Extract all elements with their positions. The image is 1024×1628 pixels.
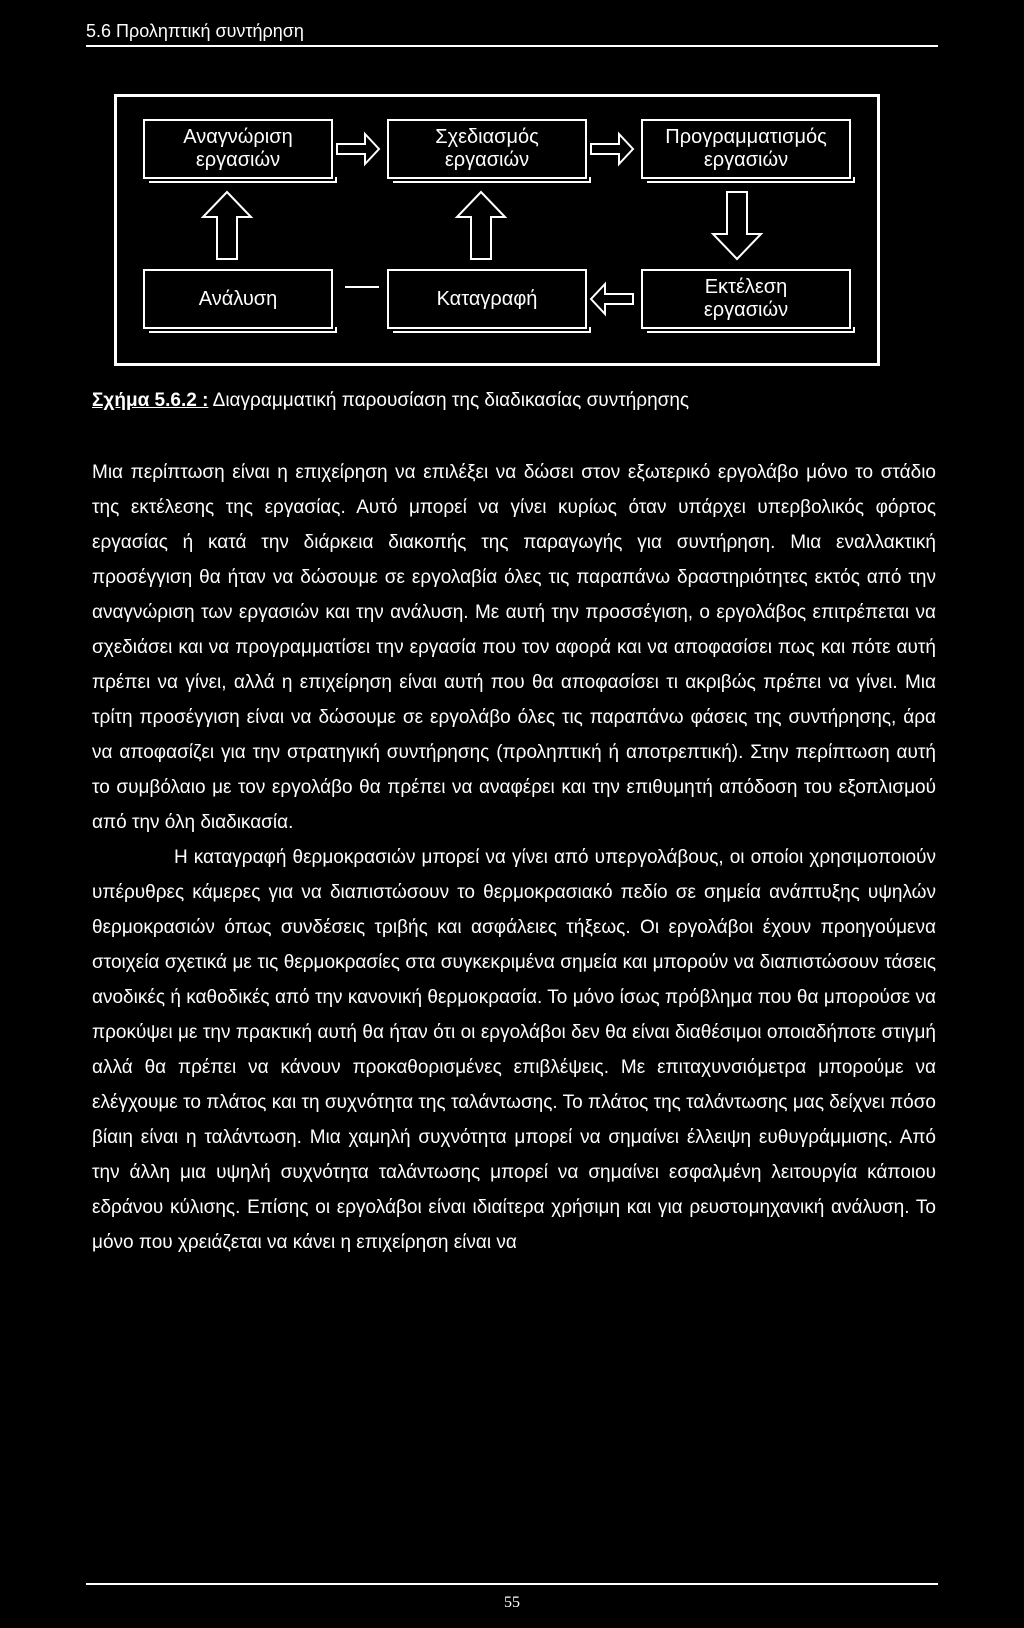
box-design-line-2: εργασιών xyxy=(444,149,530,171)
figure-caption-label: Σχήμα 5.6.2 : xyxy=(92,390,209,411)
box-scheduling-line-2: εργασιών xyxy=(703,149,789,171)
box-analysis-line-1: Ανάλυση xyxy=(198,287,278,310)
box-recognition-line-1: Αναγνώριση xyxy=(183,126,293,148)
figure-caption-text: Διαγραμματική παρουσίαση της διαδικασίας συντήρησης xyxy=(208,390,690,411)
box-scheduling xyxy=(641,119,851,179)
section-header: 5.6 Προληπτική συντήρηση xyxy=(86,21,304,41)
box-analysis xyxy=(143,269,333,329)
box-execution-line-1: Εκτέλεση xyxy=(704,276,788,298)
paragraph-1: Μια περίπτωση είναι η επιχείρηση να επιλέξει να δώσει στον εξωτερικό εργολάβο μόνο το στάδιο της εκτέλεσης της εργασίας. Αυτό μπορεί να γίνει κυρίως όταν υπάρχει υπερβολικός φόρτος εργασίας ή κατά την διάρκεια διακοπής της παραγωγής για συντήρηση. Μια εναλλακτική προσέγγιση θα ήταν να δώσουμε σε εργολαβία όλες τις παραπάνω δραστηριότητες εκτός από την αναγνώριση των εργασιών και την ανάλυση. Με αυτή την προσσέγιση, ο εργολάβος επιτρέπεται να σχεδιάσει και να προγραμματίσει την εργασία που τον αφορά και να αποφασίσει πως και πότε αυτή πρέπει να γίνει, αλλά η επιχείρηση είναι αυτή που θα αποφασίσει τι ακριβώς πρέπει να γίνει. Μια τρίτη προσέγγιση είναι να δώσουμε σε εργολάβο όλες τις παραπάνω φάσεις της συντήρησης, άρα να αποφασίζει για την στρατηγική συντήρησης (προληπτική ή αποτρεπτική). Στην περίπτωση αυτή το συμβόλαιο με τον εργολάβο θα πρέπει να αναφέρει και την επιθυμητή απόδοση του εξοπλισμού από την όλη διαδικασία. xyxy=(92,462,936,833)
body-text xyxy=(92,455,936,1260)
paragraph-2: Η καταγραφή θερμοκρασιών μπορεί να γίνει από υπεργολάβους, οι οποίοι χρησιμοποιούν υπέρυθρες κάμερες για να διαπιστώσουν το θερμοκρασιακό πεδίο σε σημεία ανάπτυξης υψηλών θερμοκρασιών όπως συνδέσεις τριβής και ασφάλειες τήξεως. Οι εργολάβοι έχουν προηγούμενα στοιχεία σχετικά με τις θερμοκρασίες στα συγκεκριμένα σημεία και μπορούν να διαπιστώσουν τάσεις ανοδικές ή καθοδικές από την κανονική θερμοκρασία. Το μόνο ίσως πρόβλημα που θα μπορούσε να προκύψει με την πρακτική αυτή θα ήταν ότι οι εργολάβοι δεν θα είναι διαθέσιμοι οποιαδήποτε στιγμή αλλά θα πρέπει να κάνουν προκαθορισμένες επιβλέψεις. Με επιταχυνσιόμετρα μπορούμε να ελέγχουμε το πλάτος και τη συχνότητα της ταλάντωσης. Το πλάτος της ταλάντωσης μας δείχνει πόσο βίαιη είναι η ταλάντωση. Μια χαμηλή συχνότητα μπορεί να σημαίνει έλλειψη ευθυγράμμισης. Από την άλλη μια υψηλή συχνότητα ταλάντωσης μπορεί να σημαίνει εσφαλμένη λειτουργία κάποιου εδράνου κύλισης. Επίσης οι εργολάβοι είναι ιδιαίτερα χρήσιμη και για ρευστομηχανική ανάλυση. Το μόνο που χρειάζεται να κάνει η επιχείρηση είναι να xyxy=(92,847,936,1253)
box-recording xyxy=(387,269,587,329)
arrow-recording-to-design xyxy=(457,192,505,259)
page-number: 55 xyxy=(504,1594,520,1611)
process-diagram xyxy=(114,94,880,366)
box-scheduling-line-1: Προγραμματισμός xyxy=(665,126,827,148)
box-design xyxy=(387,119,587,179)
arrow-execution-to-recording xyxy=(591,284,633,314)
header-rule xyxy=(86,45,938,47)
box-recognition xyxy=(143,119,333,179)
arrow-design-to-scheduling xyxy=(591,134,633,164)
figure-caption xyxy=(92,390,689,412)
box-recognition-line-2: εργασιών xyxy=(195,149,281,171)
box-execution-line-2: εργασιών xyxy=(703,299,789,321)
box-recording-line-1: Καταγραφή xyxy=(436,287,538,310)
arrow-scheduling-to-execution xyxy=(713,192,761,259)
arrow-recognition-to-design xyxy=(337,134,379,164)
footer-rule xyxy=(86,1583,938,1585)
box-execution xyxy=(641,269,851,329)
box-design-line-1: Σχεδιασμός xyxy=(435,126,539,148)
arrow-analysis-to-recognition xyxy=(203,192,251,259)
